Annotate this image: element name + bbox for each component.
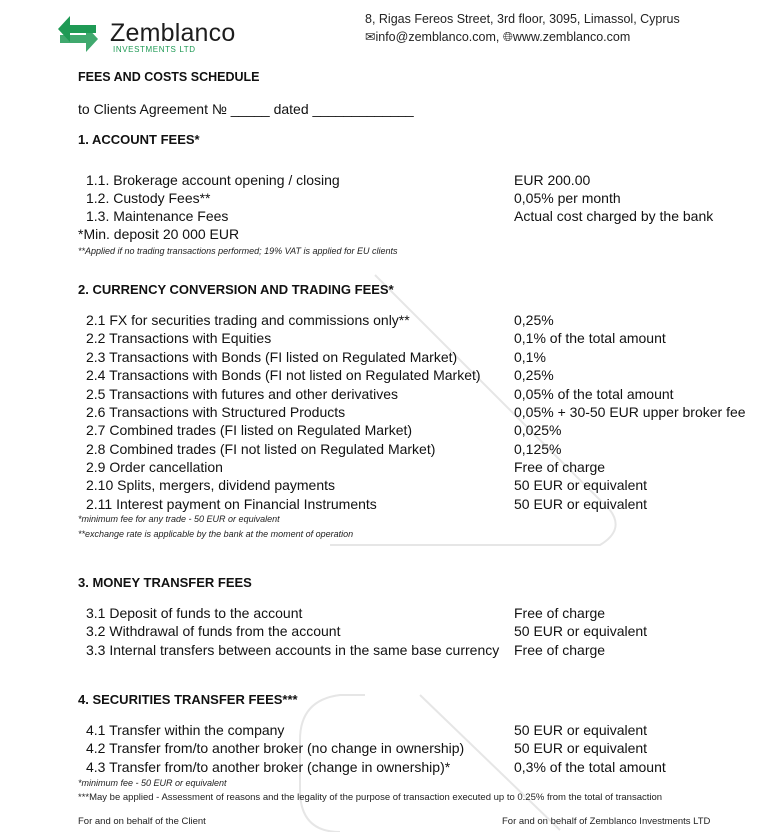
fee-label: 3.2 Withdrawal of funds from the account (86, 623, 341, 639)
section-4-note-2: ***May be applied - Assessment of reasons and the legality of the purpose of transaction executed up to 0.25% from the total of transaction (78, 792, 663, 803)
fee-label: 2.4 Transactions with Bonds (FI not listed on Regulated Market) (86, 367, 481, 383)
fee-value: 0,3% of the total amount (514, 759, 666, 775)
fee-value: 50 EUR or equivalent (514, 623, 648, 639)
fee-label: 2.3 Transactions with Bonds (FI listed on Regulated Market) (86, 349, 458, 365)
company-signature-label: For and on behalf of Zemblanco Investments LTD (502, 816, 711, 827)
fee-label: 1.1. Brokerage account opening / closing (86, 172, 340, 188)
fee-value: 0,025% (514, 422, 562, 438)
fee-label: 2.10 Splits, mergers, dividend payments (86, 477, 336, 493)
document-title: FEES AND COSTS SCHEDULE (78, 70, 260, 84)
fee-label: 2.7 Combined trades (FI listed on Regulated Market) (86, 422, 413, 438)
fee-label: 2.9 Order cancellation (86, 459, 223, 475)
fee-value: EUR 200.00 (514, 172, 591, 188)
fee-label: 2.6 Transactions with Structured Products (86, 404, 346, 420)
email-icon: ✉ (365, 30, 376, 44)
fee-value: 0,1% (514, 349, 546, 365)
section-3-heading: 3. MONEY TRANSFER FEES (78, 575, 252, 590)
fee-value: Free of charge (514, 642, 606, 658)
section-2-note-2: **exchange rate is applicable by the bank at the moment of operation (78, 529, 354, 539)
fee-label: 2.8 Combined trades (FI not listed on Regulated Market) (86, 441, 436, 457)
fee-label: 3.3 Internal transfers between accounts in the same base currency (86, 642, 500, 658)
fee-label: 4.2 Transfer from/to another broker (no change in ownership) (86, 740, 465, 756)
globe-icon: 🌐︎ (502, 30, 513, 44)
brand-subtitle: INVESTMENTS LTD (113, 45, 196, 54)
fee-value: 50 EUR or equivalent (514, 740, 648, 756)
company-address: 8, Rigas Fereos Street, 3rd floor, 3095, Limassol, Cyprus (365, 12, 680, 26)
fee-value: 50 EUR or equivalent (514, 722, 648, 738)
fee-value: 0,05% of the total amount (514, 386, 674, 402)
fee-value: Free of charge (514, 459, 606, 475)
fee-value: 0,05% + 30-50 EUR upper broker fee (514, 404, 746, 420)
section-4-heading: 4. SECURITIES TRANSFER FEES*** (78, 692, 298, 707)
fee-value: 0,25% (514, 367, 554, 383)
section-1-heading: 1. ACCOUNT FEES* (78, 132, 200, 147)
fee-label: 3.1 Deposit of funds to the account (86, 605, 303, 621)
section-4-note-1: *minimum fee - 50 EUR or equivalent (78, 778, 227, 788)
section-2-note-1: *minimum fee for any trade - 50 EUR or equivalent (78, 514, 280, 524)
fee-value: 0,125% (514, 441, 562, 457)
fee-value: Actual cost charged by the bank (514, 208, 714, 224)
website-link[interactable]: www.zemblanco.com (512, 30, 631, 44)
client-signature-label: For and on behalf of the Client (78, 816, 206, 827)
fee-value: 0,25% (514, 312, 554, 328)
fee-label: 2.2 Transactions with Equities (86, 330, 272, 346)
section-2-heading: 2. CURRENCY CONVERSION AND TRADING FEES* (78, 282, 394, 297)
contact-line: ✉info@zemblanco.com, 🌐︎www.zemblanco.com (365, 30, 631, 44)
fee-label: 1.2. Custody Fees** (86, 190, 211, 206)
fee-label: 4.3 Transfer from/to another broker (change in ownership)* (86, 759, 451, 775)
brand-name: Zemblanco (110, 19, 236, 47)
fee-value: 0,05% per month (514, 190, 621, 206)
fee-value: 50 EUR or equivalent (514, 496, 648, 512)
fee-value: Free of charge (514, 605, 606, 621)
fee-label: 2.1 FX for securities trading and commissions only** (86, 312, 410, 328)
section-1-note: **Applied if no trading transactions performed; 19% VAT is applied for EU clients (78, 246, 398, 256)
fee-label: 4.1 Transfer within the company (86, 722, 285, 738)
fee-label: 2.5 Transactions with futures and other derivatives (86, 386, 399, 402)
fee-label: 1.3. Maintenance Fees (86, 208, 229, 224)
fee-value: 0,1% of the total amount (514, 330, 666, 346)
min-deposit: *Min. deposit 20 000 EUR (78, 226, 240, 242)
fee-label: 2.11 Interest payment on Financial Instruments (86, 496, 377, 512)
logo-icon (56, 14, 100, 54)
email-link[interactable]: info@zemblanco.com (375, 30, 496, 44)
fee-value: 50 EUR or equivalent (514, 477, 648, 493)
agreement-line: to Clients Agreement № _____ dated _____________ (78, 101, 414, 117)
